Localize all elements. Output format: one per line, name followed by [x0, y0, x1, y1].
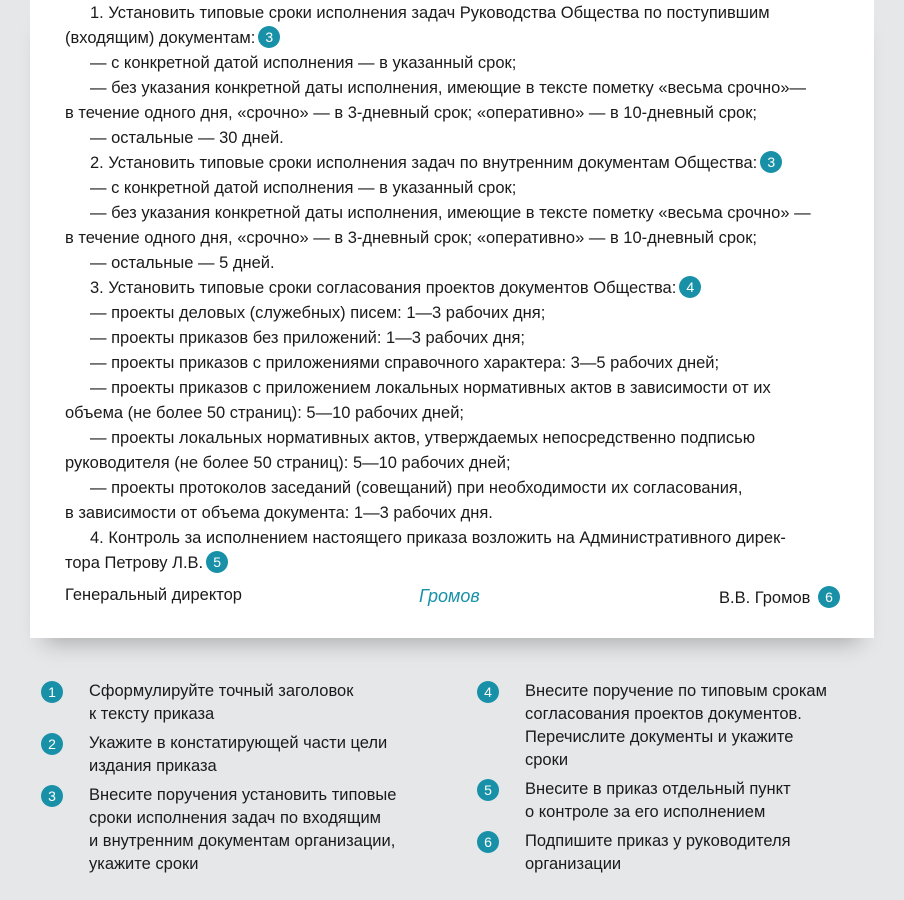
- document-line: [65, 551, 845, 576]
- line-text: руководителя (не более 50 страниц): 5—10 рабочих дней;: [65, 454, 511, 472]
- line-text: — остальные — 5 дней.: [90, 254, 275, 272]
- line-text: 2. Установить типовые сроки исполнения задач по внутренним документам Общества:: [90, 154, 758, 172]
- line-text: — проекты приказов с приложением локальных нормативных актов в зависимости от их: [90, 379, 771, 397]
- tip-line: Внесите в приказ отдельный пункт: [525, 780, 791, 798]
- tip-line: Внесите поручения установить типовые: [89, 786, 397, 804]
- document-line: [65, 226, 845, 251]
- line-text: — проекты приказов без приложений: 1—3 рабочих дня;: [90, 329, 526, 347]
- line-text: — с конкретной датой исполнения — в указанный срок;: [90, 179, 517, 197]
- tip-line: организации: [525, 855, 622, 873]
- tip-text: [89, 784, 396, 876]
- tip-number-badge: 6: [477, 831, 499, 853]
- document-line: [65, 76, 845, 101]
- signature-block: [65, 586, 840, 612]
- document-line: [65, 326, 845, 351]
- step-badge-3: 3: [258, 26, 280, 48]
- document-line: [65, 151, 845, 176]
- tip-line: Сформулируйте точный заголовок: [89, 682, 354, 700]
- tip-number-badge: 4: [477, 681, 499, 703]
- document-line: [65, 451, 845, 476]
- tip-text: [525, 680, 827, 772]
- tip-number-badge: 3: [41, 785, 63, 807]
- tip-line: Внесите поручение по типовым срокам: [525, 682, 827, 700]
- tip-line: согласования проектов документов.: [525, 705, 802, 723]
- line-text: тора Петрову Л.В.: [65, 554, 204, 572]
- line-text: — проекты деловых (служебных) писем: 1—3 рабочих дня;: [90, 304, 546, 322]
- document-line: [65, 301, 845, 326]
- document-line: [65, 126, 845, 151]
- document-line: [65, 251, 845, 276]
- tip-text: [89, 732, 387, 778]
- document-line: [65, 276, 845, 301]
- tip-line: Подпишите приказ у руководителя: [525, 832, 791, 850]
- tip-line: укажите сроки: [89, 855, 199, 873]
- line-text: — с конкретной датой исполнения — в указанный срок;: [90, 54, 517, 72]
- signer-position: Генеральный директор: [65, 586, 242, 604]
- tip-line: о контроле за его исполнением: [525, 803, 766, 821]
- tip-line: сроки исполнения задач по входящим: [89, 809, 382, 827]
- document-line: [65, 176, 845, 201]
- line-text: — проекты локальных нормативных актов, утверждаемых непосредственно подписью: [90, 429, 756, 447]
- line-text: в течение одного дня, «срочно» — в 3-дневный срок; «оперативно» — в 10-дневный срок;: [65, 104, 758, 122]
- document-line: [65, 51, 845, 76]
- document-line: [65, 26, 845, 51]
- signer-name: [719, 586, 840, 608]
- document-line: [65, 376, 845, 401]
- tip-line: Перечислите документы и укажите: [525, 728, 794, 746]
- line-text: объема (не более 50 страниц): 5—10 рабочих дней;: [65, 404, 465, 422]
- line-text: — проекты протоколов заседаний (совещаний) при необходимости их согласования,: [90, 479, 743, 497]
- line-text: в зависимости от объема документа: 1—3 рабочих дня.: [65, 504, 493, 522]
- line-text: в течение одного дня, «срочно» — в 3-дневный срок; «оперативно» — в 10-дневный срок;: [65, 229, 758, 247]
- line-text: 4. Контроль за исполнением настоящего приказа возложить на Административного дирек-: [90, 529, 786, 547]
- line-text: (входящим) документам:: [65, 29, 256, 47]
- handwritten-signature: Громов: [419, 586, 480, 606]
- document-line: [65, 501, 845, 526]
- step-badge-3: 3: [760, 151, 782, 173]
- step-badge-4: 4: [679, 276, 701, 298]
- document-line: [65, 426, 845, 451]
- document-line: [65, 526, 845, 551]
- tip-line: к тексту приказа: [89, 705, 215, 723]
- tip-line: Укажите в констатирующей части цели: [89, 734, 388, 752]
- line-text: — остальные — 30 дней.: [90, 129, 284, 147]
- line-text: 3. Установить типовые сроки согласования проектов документов Общества:: [90, 279, 677, 297]
- document-line: [65, 351, 845, 376]
- document-body: [65, 0, 845, 576]
- line-text: — без указания конкретной даты исполнения, имеющие в тексте пометку «весьма срочно» —: [90, 204, 811, 222]
- line-text: — без указания конкретной даты исполнения, имеющие в тексте пометку «весьма срочно»—: [90, 79, 807, 97]
- document-line: [65, 401, 845, 426]
- document-line: [65, 101, 845, 126]
- tip-number-badge: 1: [41, 681, 63, 703]
- signer-name-text: В.В. Громов: [718, 589, 811, 607]
- tip-number-badge: 2: [41, 733, 63, 755]
- step-badge-5: 5: [206, 551, 228, 573]
- tip-text: [525, 830, 791, 876]
- document-line: [65, 201, 845, 226]
- tip-line: сроки: [525, 751, 569, 769]
- line-text: 1. Установить типовые сроки исполнения задач Руководства Общества по поступившим: [90, 4, 770, 22]
- tip-number-badge: 5: [477, 779, 499, 801]
- tip-text: [525, 778, 791, 824]
- document-line: [65, 1, 845, 26]
- document-line: [65, 476, 845, 501]
- tip-line: издания приказа: [89, 757, 217, 775]
- tip-line: и внутренним документам организации,: [89, 832, 396, 850]
- tip-text: [89, 680, 353, 726]
- step-badge-6: 6: [818, 586, 840, 608]
- line-text: — проекты приказов с приложениями справочного характера: 3—5 рабочих дней;: [90, 354, 720, 372]
